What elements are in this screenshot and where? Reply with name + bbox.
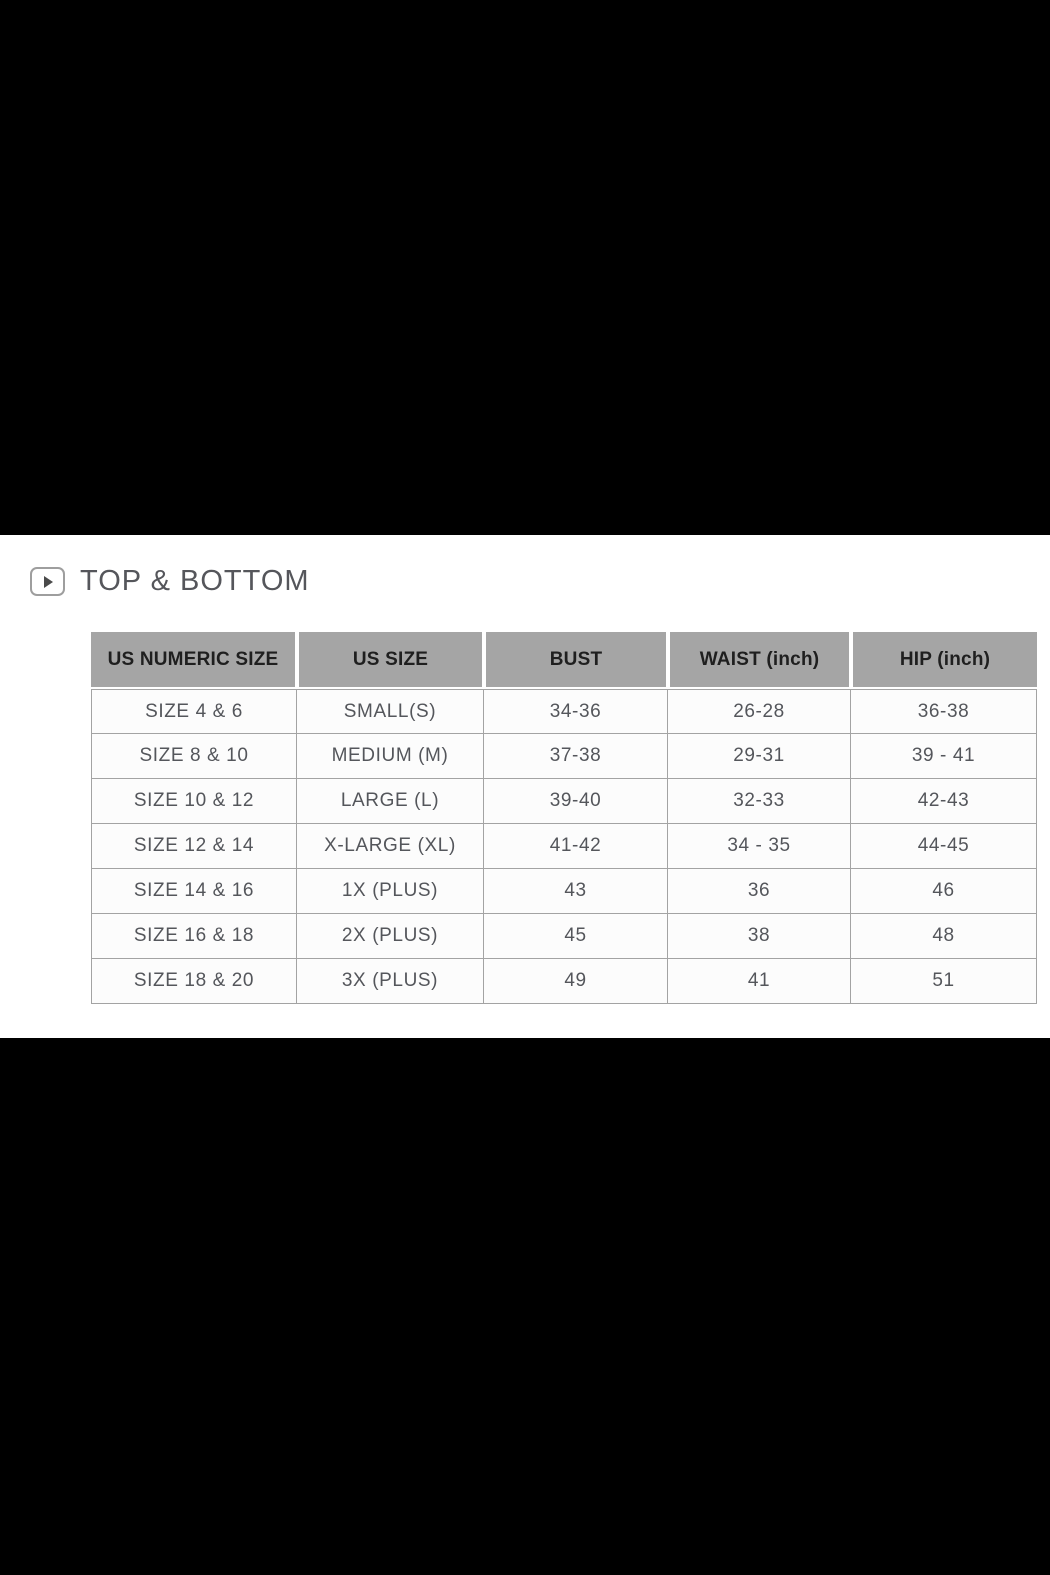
- cell-hip: 51: [851, 959, 1037, 1004]
- cell-numeric-size: SIZE 10 & 12: [91, 779, 297, 824]
- table-row: [91, 779, 1037, 824]
- cell-us-size: SMALL(S): [297, 689, 484, 734]
- cell-numeric-size: SIZE 12 & 14: [91, 824, 297, 869]
- bottom-letterbox: [0, 1038, 1050, 1575]
- cell-bust: 41-42: [484, 824, 668, 869]
- cell-bust: 45: [484, 914, 668, 959]
- table-row: [91, 734, 1037, 779]
- cell-waist: 41: [668, 959, 851, 1004]
- cell-hip: 48: [851, 914, 1037, 959]
- cell-bust: 39-40: [484, 779, 668, 824]
- cell-hip: 46: [851, 869, 1037, 914]
- cell-waist: 34 - 35: [668, 824, 851, 869]
- cell-us-size: LARGE (L): [297, 779, 484, 824]
- table-row: [91, 959, 1037, 1004]
- cell-hip: 44-45: [851, 824, 1037, 869]
- cell-us-size: 1X (PLUS): [297, 869, 484, 914]
- column-header-hip: HIP (inch): [851, 632, 1037, 689]
- cell-bust: 34-36: [484, 689, 668, 734]
- table-row: [91, 824, 1037, 869]
- cell-numeric-size: SIZE 8 & 10: [91, 734, 297, 779]
- size-chart-table: [91, 632, 1037, 1004]
- cell-hip: 36-38: [851, 689, 1037, 734]
- cell-numeric-size: SIZE 18 & 20: [91, 959, 297, 1004]
- table-row: [91, 689, 1037, 734]
- cell-numeric-size: SIZE 4 & 6: [91, 689, 297, 734]
- cell-numeric-size: SIZE 14 & 16: [91, 869, 297, 914]
- cell-hip: 39 - 41: [851, 734, 1037, 779]
- play-icon: [44, 576, 53, 588]
- cell-numeric-size: SIZE 16 & 18: [91, 914, 297, 959]
- cell-us-size: MEDIUM (M): [297, 734, 484, 779]
- expand-toggle-button[interactable]: [30, 567, 65, 596]
- section-title: TOP & BOTTOM: [80, 565, 310, 597]
- cell-waist: 38: [668, 914, 851, 959]
- cell-us-size: X-LARGE (XL): [297, 824, 484, 869]
- table-row: [91, 869, 1037, 914]
- section-header[interactable]: [30, 565, 310, 598]
- cell-waist: 32-33: [668, 779, 851, 824]
- column-header-us-numeric-size: US NUMERIC SIZE: [91, 632, 297, 689]
- cell-waist: 36: [668, 869, 851, 914]
- column-header-waist: WAIST (inch): [668, 632, 851, 689]
- table-row: [91, 914, 1037, 959]
- cell-us-size: 3X (PLUS): [297, 959, 484, 1004]
- cell-us-size: 2X (PLUS): [297, 914, 484, 959]
- cell-hip: 42-43: [851, 779, 1037, 824]
- cell-waist: 29-31: [668, 734, 851, 779]
- column-header-us-size: US SIZE: [297, 632, 484, 689]
- cell-waist: 26-28: [668, 689, 851, 734]
- column-header-bust: BUST: [484, 632, 668, 689]
- cell-bust: 43: [484, 869, 668, 914]
- cell-bust: 37-38: [484, 734, 668, 779]
- table-header-row: [91, 632, 1037, 689]
- size-chart-panel: [0, 535, 1050, 1038]
- cell-bust: 49: [484, 959, 668, 1004]
- top-letterbox: [0, 0, 1050, 535]
